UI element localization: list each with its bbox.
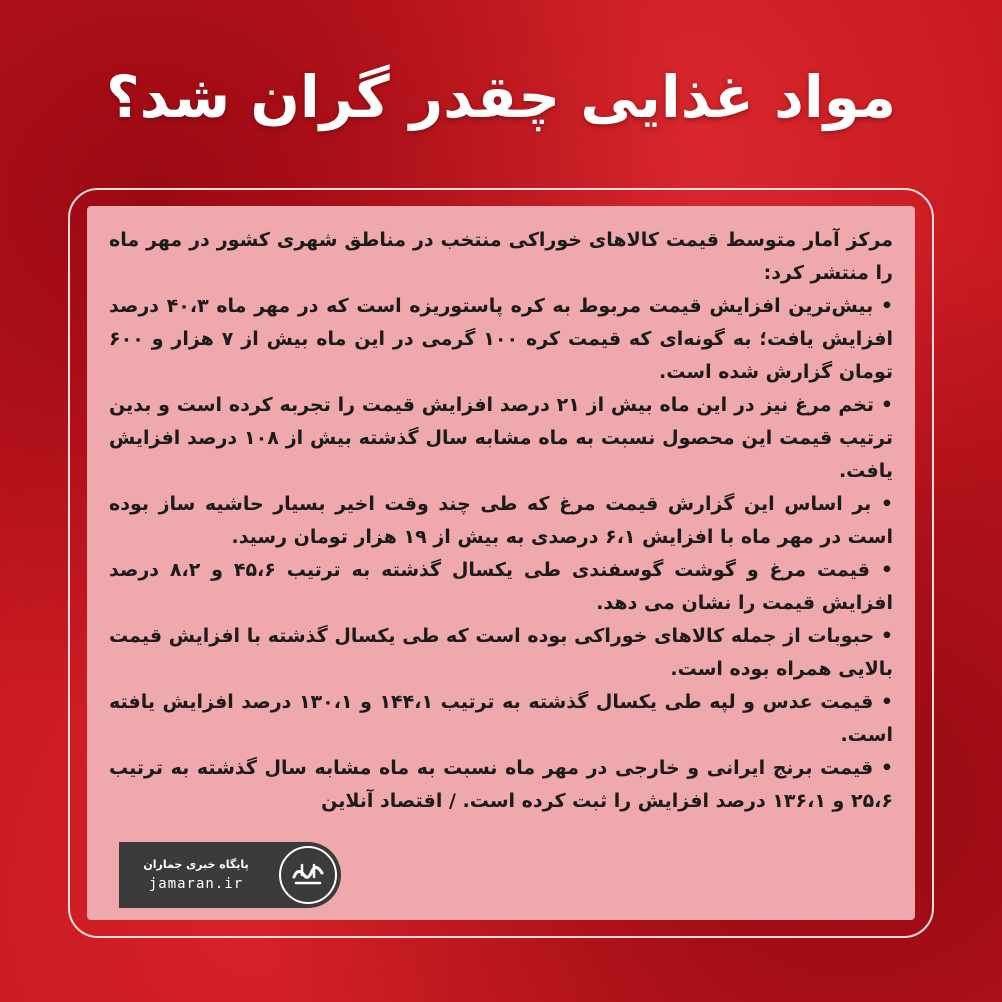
bullet-butter: • بیش‌ترین افزایش قیمت مربوط به کره پاستوریزه است که در مهر ماه ۴۰،۳ درصد افزایش یافت؛ به گونه‌ای که قیمت کره ۱۰۰ گرمی در این ماه بیش از ۷ هزار و ۶۰۰ تومان گزارش شده است.	[109, 295, 894, 383]
jamaran-logo-text	[119, 856, 279, 894]
bullet-chicken: • بر اساس این گزارش قیمت مرغ که طی چند وقت اخیر بسیار حاشیه ساز بوده است در مهر ماه با افزایش ۶،۱ درصدی به بیش از ۱۹ هزار تومان رسید.	[109, 493, 893, 548]
jamaran-logo-label-en: jamaran.ir	[148, 876, 244, 892]
bullet-meat: • قیمت مرغ و گوشت گوسفندی طی یکسال گذشته به ترتیب ۴۵،۶ و ۸،۲ درصد افزایش قیمت را نشان می دهد.	[109, 559, 893, 614]
jamaran-logo	[119, 842, 341, 908]
article-text	[109, 224, 893, 818]
bullet-eggs: • تخم مرغ نیز در این ماه بیش از ۲۱ درصد افزایش قیمت را تجربه کرده است و بدین ترتیب قیمت این محصول نسبت به ماه مشابه سال گذشته بیش از ۱۰۸ درصد افزایش یافت.	[109, 394, 893, 482]
jamaran-logo-mark	[279, 846, 337, 904]
bullet-lentils: • قیمت عدس و لپه طی یکسال گذشته به ترتیب ۱۴۴،۱ و ۱۳۰،۱ درصد افزایش یافته است.	[109, 691, 893, 746]
jamaran-logo-glyph	[286, 853, 330, 897]
page-title: مواد غذایی چقدر گران شد؟	[106, 63, 896, 131]
content-card	[68, 188, 934, 938]
content-card-inner	[87, 206, 915, 920]
jamaran-logo-label-fa: پایگاه خبری جماران	[143, 858, 249, 871]
bullet-rice: • قیمت برنج ایرانی و خارجی در مهر ماه نسبت به ماه مشابه سال گذشته به ترتیب ۲۵،۶ و ۱۳۶،۱ درصد افزایش را ثبت کرده است. / اقتصاد آنلاین	[109, 757, 893, 812]
intro-paragraph: مرکز آمار متوسط قیمت کالاهای خوراکی منتخب در مناطق شهری کشور در مهر ماه را منتشر کرد:	[109, 229, 893, 284]
bullet-legumes: • حبوبات از جمله کالاهای خوراکی بوده است که طی یکسال گذشته با افزایش قیمت بالایی همراه بوده است.	[109, 625, 893, 680]
